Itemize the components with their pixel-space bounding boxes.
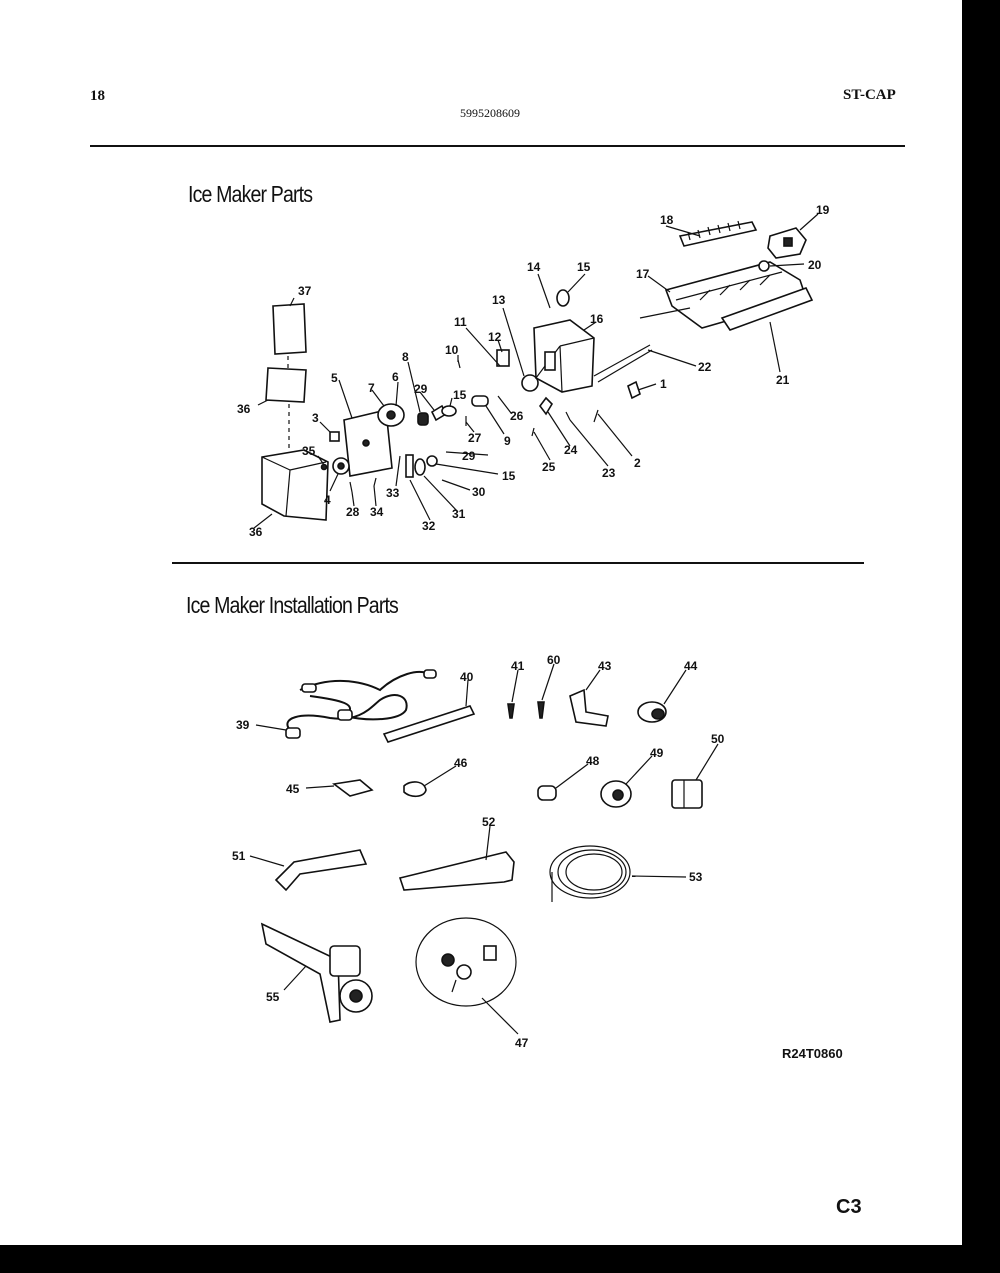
callout-41: 41 — [511, 659, 525, 673]
callout-44: 44 — [684, 659, 698, 673]
callout-23: 23 — [602, 466, 616, 480]
callout-2: 2 — [634, 456, 641, 470]
callout-50: 50 — [711, 732, 725, 746]
callout-31: 31 — [452, 507, 466, 521]
callout-30: 30 — [472, 485, 486, 499]
callout-14: 14 — [527, 260, 541, 274]
drawing-code: R24T0860 — [782, 1046, 843, 1061]
section-title-ice-maker-parts: Ice Maker Parts — [188, 181, 313, 207]
callout-20: 20 — [808, 258, 822, 272]
callout-28: 28 — [346, 505, 360, 519]
callout-3: 3 — [312, 411, 319, 425]
callout-21: 21 — [776, 373, 790, 387]
callout-24: 24 — [564, 443, 578, 457]
section-title-installation-parts: Ice Maker Installation Parts — [186, 592, 398, 618]
callout-15-upper: 15 — [577, 260, 591, 274]
callout-6: 6 — [392, 370, 399, 384]
callout-10: 10 — [445, 343, 459, 357]
callout-39: 39 — [236, 718, 250, 732]
callout-11: 11 — [454, 315, 467, 329]
callout-32: 32 — [422, 519, 436, 533]
callout-25: 25 — [542, 460, 556, 474]
callout-8: 8 — [402, 350, 409, 364]
callout-15-middle: 15 — [453, 388, 467, 402]
callout-16: 16 — [590, 312, 604, 326]
section-code: C3 — [836, 1196, 862, 1218]
callout-13: 13 — [492, 293, 506, 307]
callout-53: 53 — [689, 870, 703, 884]
brand-code: ST-CAP — [843, 87, 896, 103]
callout-9: 9 — [504, 434, 511, 448]
callout-27: 27 — [468, 431, 482, 445]
model-number: 5995208609 — [460, 106, 520, 120]
callout-4: 4 — [324, 493, 331, 507]
callout-36-lower: 36 — [249, 525, 263, 539]
callout-12: 12 — [488, 330, 502, 344]
callout-43: 43 — [598, 659, 612, 673]
callout-19: 19 — [816, 203, 830, 217]
callout-40: 40 — [460, 670, 474, 684]
callout-29-lower: 29 — [462, 449, 476, 463]
callout-7: 7 — [368, 381, 375, 395]
callout-29-upper: 29 — [414, 382, 428, 396]
callout-18: 18 — [660, 213, 674, 227]
installation-part-drawings — [262, 670, 702, 1022]
callout-36-upper: 36 — [237, 402, 251, 416]
callout-60: 60 — [547, 653, 561, 667]
callout-17: 17 — [636, 267, 650, 281]
callout-35: 35 — [302, 444, 316, 458]
callout-45: 45 — [286, 782, 300, 796]
callout-34: 34 — [370, 505, 384, 519]
callout-22: 22 — [698, 360, 712, 374]
callout-26: 26 — [510, 409, 524, 423]
callout-49: 49 — [650, 746, 664, 760]
callout-37: 37 — [298, 284, 312, 298]
callout-1: 1 — [660, 377, 667, 391]
callout-55: 55 — [266, 990, 280, 1004]
callout-33: 33 — [386, 486, 400, 500]
callout-15-lower: 15 — [502, 469, 516, 483]
callout-51: 51 — [232, 849, 246, 863]
callout-5: 5 — [331, 371, 338, 385]
callout-47: 47 — [515, 1036, 529, 1050]
callout-48: 48 — [586, 754, 600, 768]
callout-52: 52 — [482, 815, 496, 829]
page-number: 18 — [90, 88, 105, 104]
callout-46: 46 — [454, 756, 468, 770]
